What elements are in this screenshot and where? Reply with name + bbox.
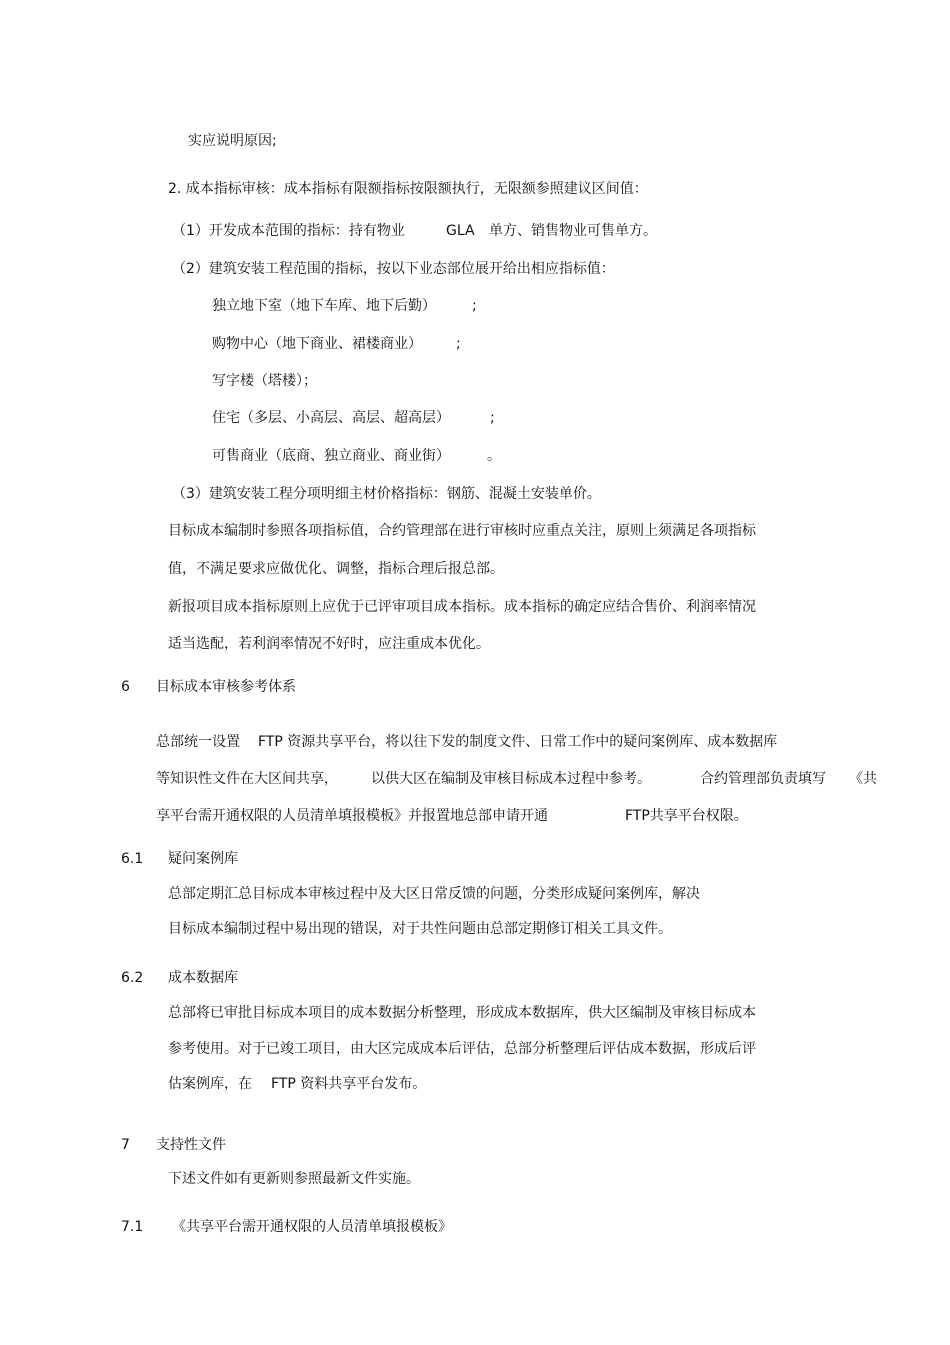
paragraph-line: 以供大区在编制及审核目标成本过程中参考。 [371, 771, 651, 787]
format-item-retail-punct: 。 [487, 448, 501, 464]
paragraph-line: 估案例库，在 [168, 1076, 252, 1092]
paragraph-line: 《共 [849, 771, 877, 787]
section-6-1-number: 6.1 [121, 851, 144, 867]
sub-item-2: （2）建筑安装工程范围的指标，按以下业态部位展开给出相应指标值： [172, 261, 615, 277]
sub-item-1: （1）开发成本范围的指标：持有物业 [172, 223, 405, 239]
paragraph-line: 合约管理部负责填写 [700, 771, 826, 787]
paragraph-line: 总部统一设置 [156, 734, 240, 750]
paragraph-line: 下述文件如有更新则参照最新文件实施。 [168, 1171, 420, 1187]
format-item-residential: 住宅（多层、小高层、高层、超高层） [212, 410, 450, 426]
sub-item-3: （3）建筑安装工程分项明细主材价格指标：钢筋、混凝土安装单价。 [172, 486, 601, 502]
sub-item-1-gla: GLA [446, 223, 475, 239]
sub-item-1-rest: 单方、销售物业可售单方。 [489, 223, 657, 239]
paragraph-line: FTP 资料共享平台发布。 [271, 1076, 427, 1092]
format-item-office: 写字楼（塔楼）； [212, 373, 317, 389]
format-item-mall: 购物中心（地下商业、裙楼商业） [212, 336, 422, 352]
paragraph-line: FTP共享平台权限。 [625, 808, 748, 824]
format-item-retail: 可售商业（底商、独立商业、商业街） [212, 448, 450, 464]
paragraph-line: 参考使用。对于已竣工项目，由大区完成成本后评估，总部分析整理后评估成本数据，形成后评 [168, 1041, 756, 1057]
section-7-1-number: 7.1 [121, 1219, 144, 1235]
paragraph-line: 总部将已审批目标成本项目的成本数据分析整理，形成成本数据库，供大区编制及审核目标成本 [168, 1005, 756, 1021]
section-6-2-number: 6.2 [121, 970, 144, 986]
section-7-number: 7 [121, 1137, 130, 1153]
text-line: 实应说明原因; [188, 133, 277, 149]
paragraph-line: 适当选配，若利润率情况不好时，应注重成本优化。 [168, 636, 490, 652]
section-6-title: 目标成本审核参考体系 [156, 679, 296, 695]
paragraph-line: FTP 资源共享平台，将以往下发的制度文件、日常工作中的疑问案例库、成本数据库 [258, 734, 778, 750]
format-item-basement: 独立地下室（地下车库、地下后勤） [212, 298, 436, 314]
paragraph-line: 享平台需开通权限的人员清单填报模板》并报置地总部申请开通 [156, 808, 548, 824]
format-item-basement-punct: ; [472, 298, 477, 314]
format-item-mall-punct: ; [456, 336, 461, 352]
format-item-residential-punct: ; [490, 410, 495, 426]
paragraph-line: 值，不满足要求应做优化、调整，指标合理后报总部。 [168, 561, 504, 577]
section-7-title: 支持性文件 [156, 1137, 226, 1153]
section-6-number: 6 [121, 679, 130, 695]
list-item-cost-index-review: 2. 成本指标审核：成本指标有限额指标按限额执行，无限额参照建议区间值： [168, 181, 648, 197]
paragraph-line: 目标成本编制过程中易出现的错误，对于共性问题由总部定期修订相关工具文件。 [168, 921, 672, 937]
section-6-1-title: 疑问案例库 [168, 851, 238, 867]
paragraph-line: 等知识性文件在大区间共享， [156, 771, 338, 787]
paragraph-line: 总部定期汇总目标成本审核过程中及大区日常反馈的问题，分类形成疑问案例库，解决 [168, 886, 700, 902]
section-7-1-title: 《共享平台需开通权限的人员清单填报模板》 [172, 1219, 452, 1235]
paragraph-line: 新报项目成本指标原则上应优于已评审项目成本指标。成本指标的确定应结合售价、利润率情况 [168, 599, 756, 615]
paragraph-line: 目标成本编制时参照各项指标值，合约管理部在进行审核时应重点关注，原则上须满足各项指标 [168, 523, 756, 539]
section-6-2-title: 成本数据库 [168, 970, 238, 986]
